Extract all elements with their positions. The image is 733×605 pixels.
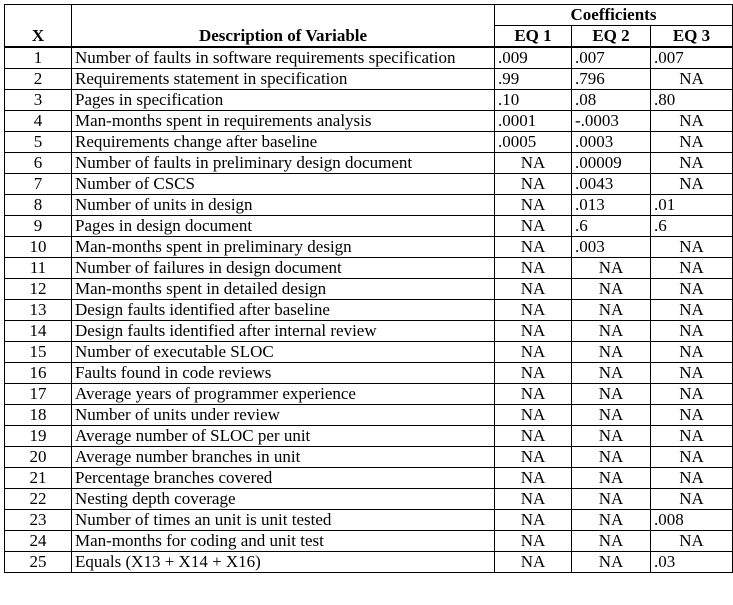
cell-eq2: NA: [572, 447, 651, 468]
cell-eq2: -.0003: [572, 111, 651, 132]
cell-eq1: NA: [495, 384, 572, 405]
cell-eq1: NA: [495, 426, 572, 447]
cell-x: 10: [5, 237, 72, 258]
cell-eq2: .013: [572, 195, 651, 216]
cell-eq2: NA: [572, 321, 651, 342]
cell-eq3: NA: [651, 258, 733, 279]
cell-eq2: NA: [572, 384, 651, 405]
cell-eq1: .0005: [495, 132, 572, 153]
cell-eq1: NA: [495, 258, 572, 279]
table-header: [5, 5, 733, 48]
cell-x: 4: [5, 111, 72, 132]
cell-description: Average number of SLOC per unit: [72, 426, 495, 447]
header-coefficients: Coefficients: [495, 5, 733, 26]
cell-eq3: NA: [651, 447, 733, 468]
cell-eq1: NA: [495, 153, 572, 174]
cell-eq1: .99: [495, 69, 572, 90]
cell-x: 17: [5, 384, 72, 405]
cell-eq2: NA: [572, 426, 651, 447]
cell-eq2: NA: [572, 279, 651, 300]
cell-eq2: NA: [572, 363, 651, 384]
cell-description: Number of units in design: [72, 195, 495, 216]
cell-eq2: .08: [572, 90, 651, 111]
table-row: [5, 384, 733, 405]
cell-x: 13: [5, 300, 72, 321]
cell-description: Average years of programmer experience: [72, 384, 495, 405]
cell-eq3: NA: [651, 468, 733, 489]
table-row: [5, 258, 733, 279]
table-row: [5, 300, 733, 321]
table-row: [5, 489, 733, 510]
cell-description: Faults found in code reviews: [72, 363, 495, 384]
cell-description: Man-months spent in preliminary design: [72, 237, 495, 258]
table-row: [5, 363, 733, 384]
cell-description: Requirements change after baseline: [72, 132, 495, 153]
table-body: [5, 47, 733, 573]
cell-x: 12: [5, 279, 72, 300]
coefficients-table-container: [4, 4, 733, 573]
table-row: [5, 531, 733, 552]
cell-description: Man-months spent in detailed design: [72, 279, 495, 300]
cell-eq1: NA: [495, 363, 572, 384]
table-row: [5, 405, 733, 426]
cell-eq3: .007: [651, 47, 733, 69]
header-eq3: EQ 3: [651, 26, 733, 48]
cell-eq2: NA: [572, 531, 651, 552]
cell-x: 3: [5, 90, 72, 111]
cell-eq3: .01: [651, 195, 733, 216]
cell-x: 14: [5, 321, 72, 342]
table-row: [5, 111, 733, 132]
cell-eq3: NA: [651, 426, 733, 447]
header-eq1: EQ 1: [495, 26, 572, 48]
table-row: [5, 90, 733, 111]
cell-eq2: NA: [572, 405, 651, 426]
cell-eq1: NA: [495, 321, 572, 342]
cell-eq3: NA: [651, 279, 733, 300]
cell-eq3: NA: [651, 405, 733, 426]
cell-eq1: NA: [495, 531, 572, 552]
cell-eq3: NA: [651, 237, 733, 258]
table-row: [5, 426, 733, 447]
cell-eq1: .009: [495, 47, 572, 69]
cell-eq2: .00009: [572, 153, 651, 174]
cell-eq1: NA: [495, 552, 572, 573]
cell-eq2: NA: [572, 342, 651, 363]
cell-eq2: .6: [572, 216, 651, 237]
cell-description: Man-months for coding and unit test: [72, 531, 495, 552]
cell-x: 6: [5, 153, 72, 174]
cell-description: Number of faults in software requirements specification: [72, 47, 495, 69]
cell-eq2: NA: [572, 510, 651, 531]
cell-x: 18: [5, 405, 72, 426]
cell-eq2: NA: [572, 300, 651, 321]
cell-description: Nesting depth coverage: [72, 489, 495, 510]
cell-x: 9: [5, 216, 72, 237]
cell-eq3: NA: [651, 111, 733, 132]
cell-x: 2: [5, 69, 72, 90]
cell-eq3: NA: [651, 363, 733, 384]
cell-eq3: NA: [651, 132, 733, 153]
cell-description: Number of failures in design document: [72, 258, 495, 279]
cell-description: Number of times an unit is unit tested: [72, 510, 495, 531]
cell-eq2: NA: [572, 552, 651, 573]
cell-eq3: .03: [651, 552, 733, 573]
cell-x: 1: [5, 47, 72, 69]
cell-x: 19: [5, 426, 72, 447]
cell-eq2: .0043: [572, 174, 651, 195]
cell-x: 16: [5, 363, 72, 384]
cell-description: Pages in design document: [72, 216, 495, 237]
table-row: [5, 216, 733, 237]
cell-description: Number of executable SLOC: [72, 342, 495, 363]
table-row: [5, 468, 733, 489]
cell-x: 25: [5, 552, 72, 573]
table-row: [5, 47, 733, 69]
cell-description: Design faults identified after baseline: [72, 300, 495, 321]
cell-eq3: .6: [651, 216, 733, 237]
cell-eq1: NA: [495, 468, 572, 489]
table-row: [5, 447, 733, 468]
cell-description: Number of CSCS: [72, 174, 495, 195]
cell-eq1: NA: [495, 510, 572, 531]
cell-eq3: .008: [651, 510, 733, 531]
cell-eq1: NA: [495, 489, 572, 510]
cell-eq1: NA: [495, 447, 572, 468]
cell-eq2: .007: [572, 47, 651, 69]
table-row: [5, 279, 733, 300]
cell-eq3: .80: [651, 90, 733, 111]
cell-eq2: .796: [572, 69, 651, 90]
cell-eq2: .003: [572, 237, 651, 258]
table-row: [5, 510, 733, 531]
table-row: [5, 237, 733, 258]
cell-eq1: NA: [495, 405, 572, 426]
cell-eq3: NA: [651, 174, 733, 195]
cell-description: Equals (X13 + X14 + X16): [72, 552, 495, 573]
cell-eq1: NA: [495, 279, 572, 300]
header-x: X: [5, 5, 72, 48]
table-row: [5, 132, 733, 153]
cell-description: Design faults identified after internal review: [72, 321, 495, 342]
table-row: [5, 342, 733, 363]
table-row: [5, 321, 733, 342]
coefficients-table: [4, 4, 733, 573]
cell-eq3: NA: [651, 69, 733, 90]
table-row: [5, 195, 733, 216]
cell-x: 7: [5, 174, 72, 195]
cell-eq2: NA: [572, 258, 651, 279]
cell-eq3: NA: [651, 300, 733, 321]
cell-eq1: NA: [495, 216, 572, 237]
cell-description: Pages in specification: [72, 90, 495, 111]
cell-eq3: NA: [651, 531, 733, 552]
cell-x: 20: [5, 447, 72, 468]
cell-x: 8: [5, 195, 72, 216]
cell-description: Man-months spent in requirements analysis: [72, 111, 495, 132]
cell-x: 23: [5, 510, 72, 531]
cell-x: 24: [5, 531, 72, 552]
cell-description: Number of units under review: [72, 405, 495, 426]
cell-eq1: NA: [495, 237, 572, 258]
cell-x: 22: [5, 489, 72, 510]
cell-eq1: NA: [495, 300, 572, 321]
table-row: [5, 69, 733, 90]
table-row: [5, 552, 733, 573]
cell-eq2: .0003: [572, 132, 651, 153]
table-row: [5, 153, 733, 174]
cell-description: Percentage branches covered: [72, 468, 495, 489]
cell-eq1: NA: [495, 195, 572, 216]
cell-eq2: NA: [572, 468, 651, 489]
cell-x: 11: [5, 258, 72, 279]
cell-eq1: NA: [495, 174, 572, 195]
cell-description: Requirements statement in specification: [72, 69, 495, 90]
header-description: Description of Variable: [72, 5, 495, 48]
cell-eq1: .0001: [495, 111, 572, 132]
cell-eq2: NA: [572, 489, 651, 510]
header-eq2: EQ 2: [572, 26, 651, 48]
cell-eq3: NA: [651, 342, 733, 363]
cell-x: 5: [5, 132, 72, 153]
cell-description: Average number branches in unit: [72, 447, 495, 468]
cell-eq3: NA: [651, 321, 733, 342]
cell-eq3: NA: [651, 489, 733, 510]
cell-eq1: NA: [495, 342, 572, 363]
cell-description: Number of faults in preliminary design document: [72, 153, 495, 174]
cell-x: 15: [5, 342, 72, 363]
cell-eq3: NA: [651, 384, 733, 405]
table-row: [5, 174, 733, 195]
cell-eq3: NA: [651, 153, 733, 174]
cell-x: 21: [5, 468, 72, 489]
cell-eq1: .10: [495, 90, 572, 111]
